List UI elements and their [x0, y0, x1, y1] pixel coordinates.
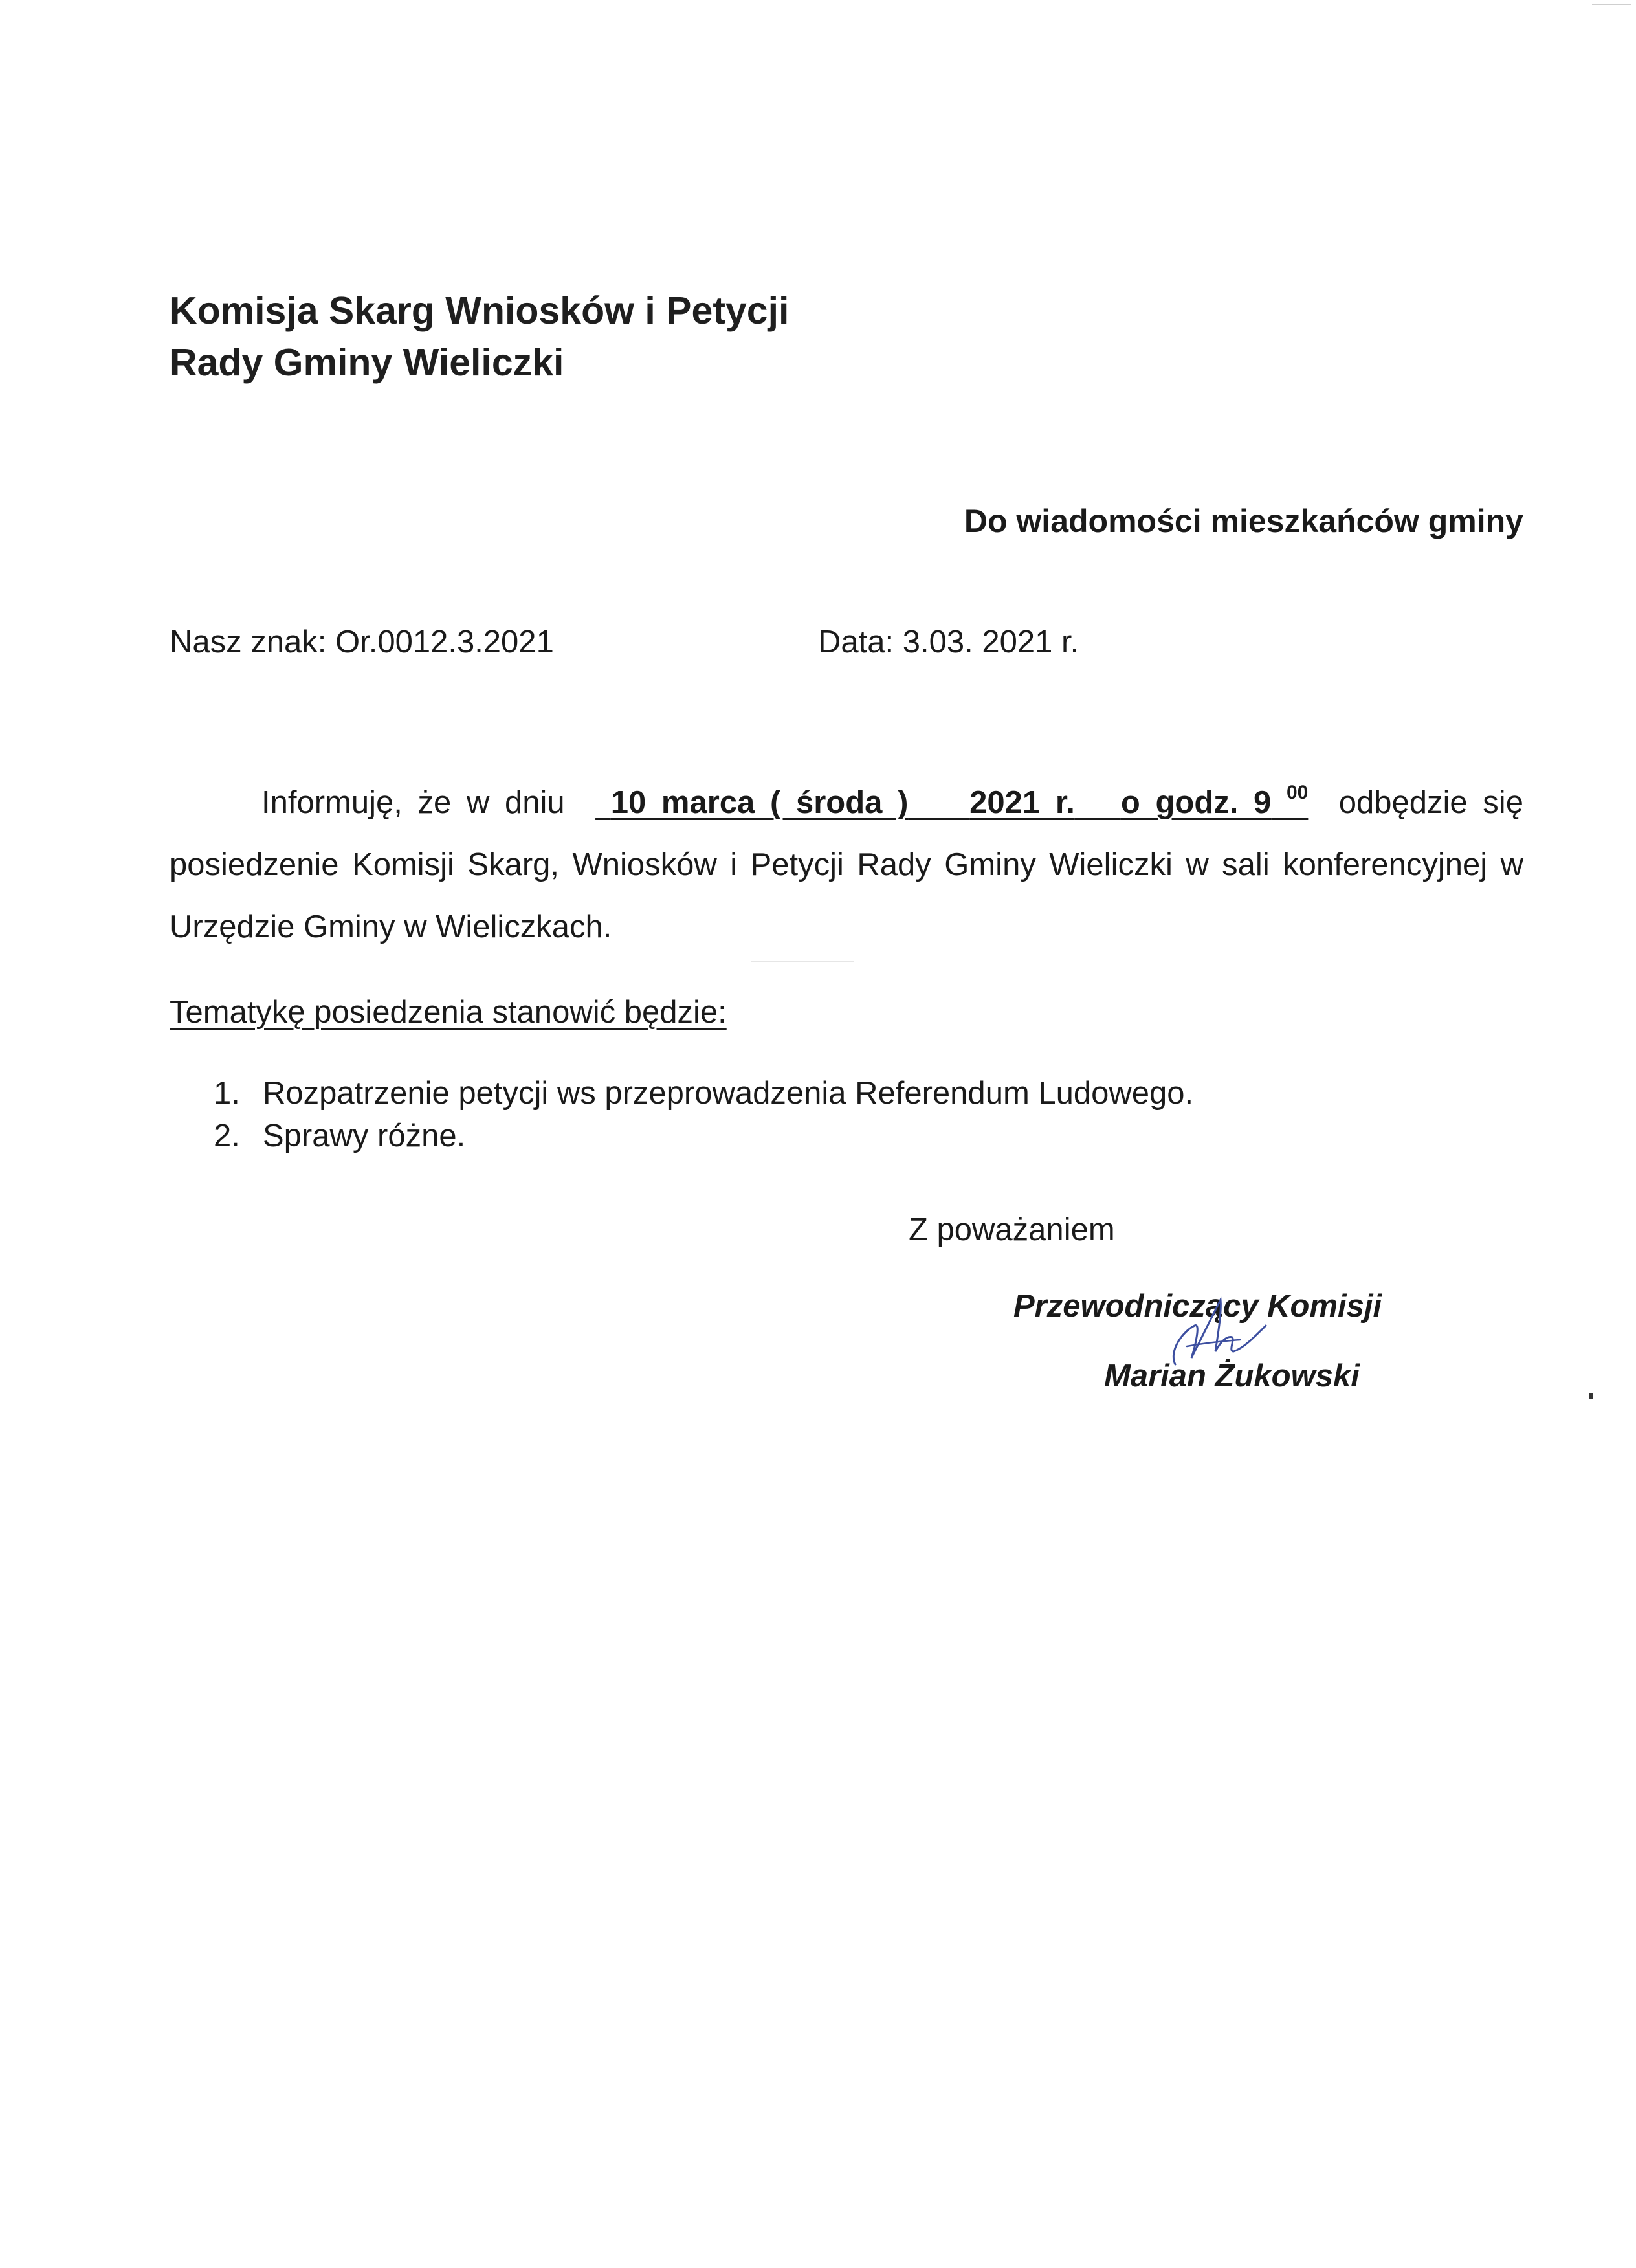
closing-salutation: Z poważaniem — [909, 1212, 1115, 1247]
signatory-name: Marian Żukowski — [1104, 1359, 1360, 1394]
letterhead-line-2: Rady Gminy Wieliczki — [170, 341, 564, 384]
letterhead — [170, 285, 789, 388]
agenda-item-number: 2. — [214, 1118, 240, 1153]
body-intro: Informuję, że w dniu — [261, 785, 565, 820]
letterhead-line-1: Komisja Skarg Wniosków i Petycji — [170, 289, 790, 332]
agenda-title: Tematykę posiedzenia stanowić będzie: — [170, 995, 727, 1030]
agenda-item — [214, 1115, 1193, 1157]
meeting-time: o godz. 9 — [1120, 785, 1272, 820]
meeting-time-minutes: 00 — [1287, 782, 1309, 803]
scan-artifact-line — [1592, 4, 1631, 5]
signatory-title: Przewodniczący Komisji — [1013, 1289, 1382, 1324]
scan-artifact-dot — [1589, 1393, 1593, 1399]
handwritten-signature — [1156, 1287, 1279, 1384]
agenda-list — [214, 1072, 1193, 1157]
agenda-item — [214, 1072, 1193, 1115]
document-date: Data: 3.03. 2021 r. — [818, 625, 1079, 660]
body-rest: odbędzie się posiedzenie Komisji Skarg, Wniosków i Petycji Rady Gminy Wieliczki w sali konferencyjnej w Urzędzie Gminy w Wieliczkach. — [170, 785, 1523, 944]
agenda-item-text: Sprawy różne. — [263, 1118, 466, 1153]
meeting-day: 10 marca ( środa ) — [610, 785, 909, 820]
reference-number: Nasz znak: Or.0012.3.2021 — [170, 625, 554, 660]
meeting-year: 2021 r. — [969, 785, 1075, 820]
meeting-datetime — [595, 782, 1309, 820]
agenda-item-number: 1. — [214, 1076, 240, 1111]
agenda-item-text: Rozpatrzenie petycji ws przeprowadzenia Referendum Ludowego. — [263, 1076, 1194, 1111]
body-paragraph — [170, 772, 1523, 958]
recipient-line: Do wiadomości mieszkańców gminy — [964, 503, 1523, 539]
scan-artifact-dash — [751, 961, 854, 962]
